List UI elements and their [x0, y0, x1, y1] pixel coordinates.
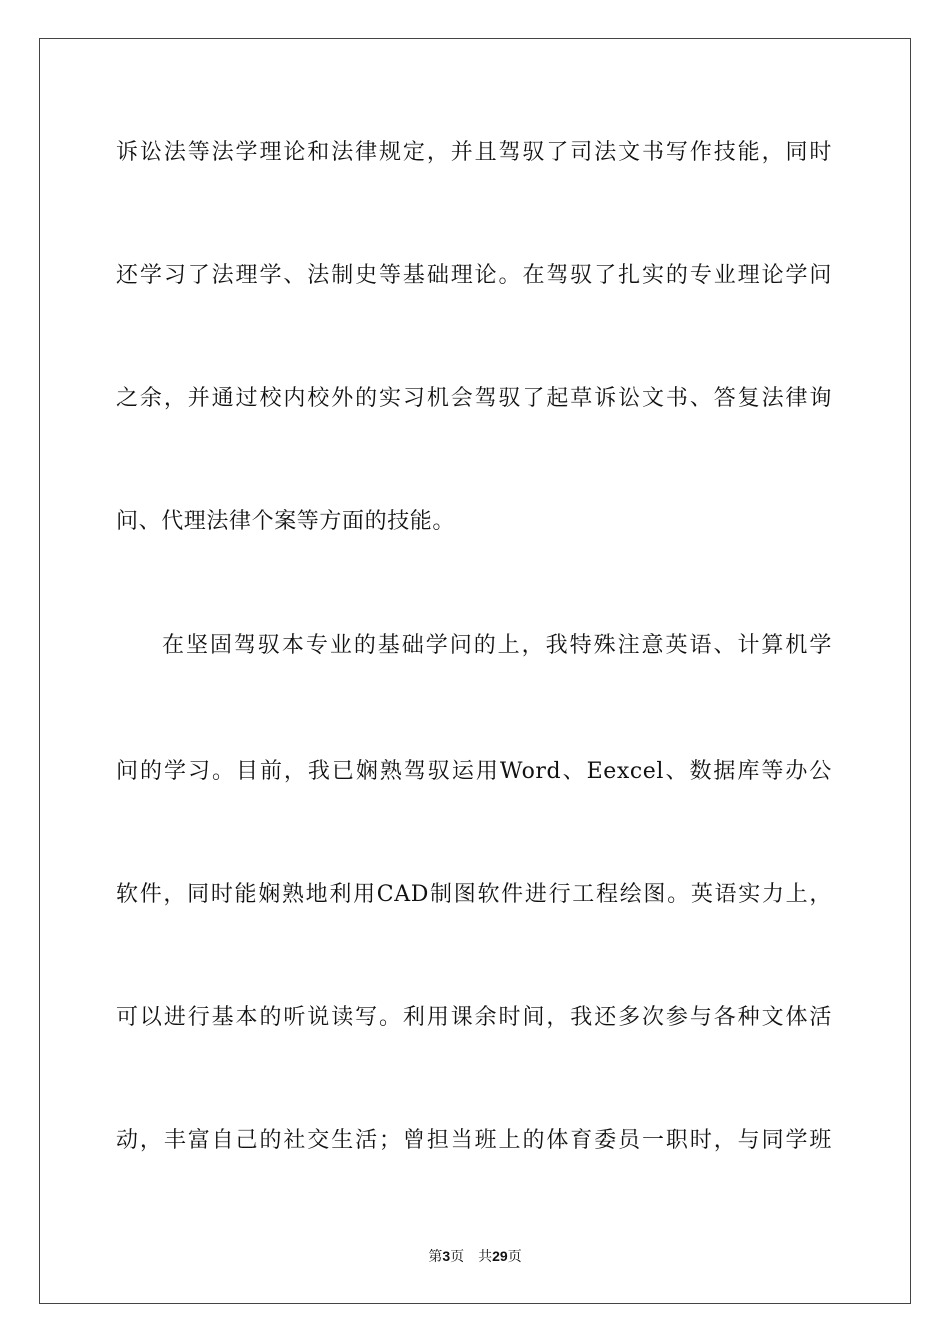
- body-line-1: 诉讼法等法学理论和法律规定，并且驾驭了司法文书写作技能，同时: [116, 140, 832, 165]
- body-line-4: 问、代理法律个案等方面的技能。: [116, 509, 456, 534]
- body-line-5: 在坚固驾驭本专业的基础学问的上，我特殊注意英语、计算机学: [162, 633, 832, 658]
- body-line-3: 之余，并通过校内校外的实习机会驾驭了起草诉讼文书、答复法律询: [116, 386, 832, 411]
- page-frame: [39, 38, 911, 1304]
- footer-page-number: 3: [442, 1248, 451, 1264]
- page-footer: [0, 1246, 950, 1266]
- footer-total-pages: 29: [492, 1248, 508, 1264]
- body-line-8: 可以进行基本的听说读写。利用课余时间，我还多次参与各种文体活: [116, 1005, 832, 1030]
- body-line-6: 问的学习。目前，我已娴熟驾驭运用Word、Eexcel、数据库等办公: [116, 759, 832, 784]
- body-line-9: 动，丰富自己的社交生活；曾担当班上的体育委员一职时，与同学班: [116, 1128, 832, 1153]
- body-line-7: 软件，同时能娴熟地利用CAD制图软件进行工程绘图。英语实力上，: [116, 882, 832, 907]
- footer-page-prefix: 第: [428, 1249, 443, 1265]
- footer-total-suffix: 页: [507, 1249, 522, 1265]
- footer-page-suffix: 页: [450, 1249, 465, 1265]
- footer-total-prefix: 共: [478, 1249, 493, 1265]
- body-line-2: 还学习了法理学、法制史等基础理论。在驾驭了扎实的专业理论学问: [116, 263, 832, 288]
